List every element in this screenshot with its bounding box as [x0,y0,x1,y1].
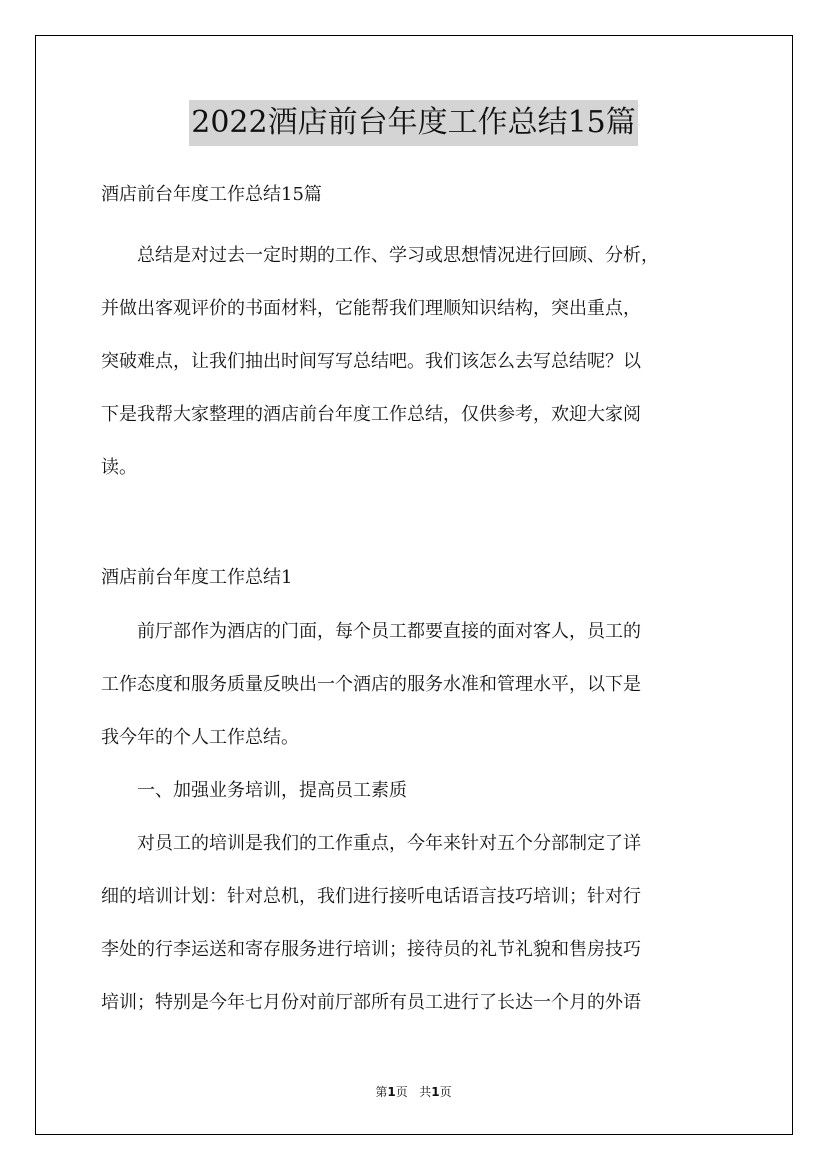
intro-line: 总结是对过去一定时期的工作、学习或思想情况进行回顾、分析， [137,245,659,266]
page-suffix: 页 [395,1085,408,1099]
document-title-text: 2022酒店前台年度工作总结15篇 [189,100,638,146]
section-line: 前厅部作为酒店的门面，每个员工都要直接的面对客人，员工的 [137,621,641,642]
body-paragraph [101,826,730,1021]
intro-line: 下是我帮大家整理的酒店前台年度工作总结，仅供参考，欢迎大家阅 [101,404,641,425]
body-line: 培训；特别是今年七月份对前厅部所有员工进行了长达一个月的外语 [101,992,641,1013]
body-line: 对员工的培训是我们的工作重点，今年来针对五个分部制定了详 [137,833,641,854]
section-line: 工作态度和服务质量反映出一个酒店的服务水准和管理水平，以下是 [101,674,641,695]
section-paragraph [101,614,730,756]
intro-line: 突破难点，让我们抽出时间写写总结吧。我们该怎么去写总结呢？以 [101,351,641,372]
total-suffix: 页 [439,1085,452,1099]
page-footer [0,1082,827,1102]
section-line: 我今年的个人工作总结。 [101,727,299,748]
subheading: 一、加强业务培训，提高员工素质 [137,780,407,801]
section-heading: 酒店前台年度工作总结1 [101,567,293,588]
page-total: 1 [431,1085,440,1099]
page-prefix: 第 [375,1085,388,1099]
intro-line: 读。 [101,457,137,478]
document-body [101,177,730,1021]
total-prefix: 共 [419,1085,432,1099]
page-current: 1 [387,1085,396,1099]
intro-line: 并做出客观评价的书面材料，它能帮我们理顺知识结构，突出重点， [101,298,641,319]
document-title [0,100,827,146]
intro-paragraph [101,238,730,486]
document-subtitle: 酒店前台年度工作总结15篇 [101,184,322,205]
body-line: 细的培训计划：针对总机，我们进行接听电话语言技巧培训；针对行 [101,886,641,907]
body-line: 李处的行李运送和寄存服务进行培训；接待员的礼节礼貌和售房技巧 [101,939,641,960]
